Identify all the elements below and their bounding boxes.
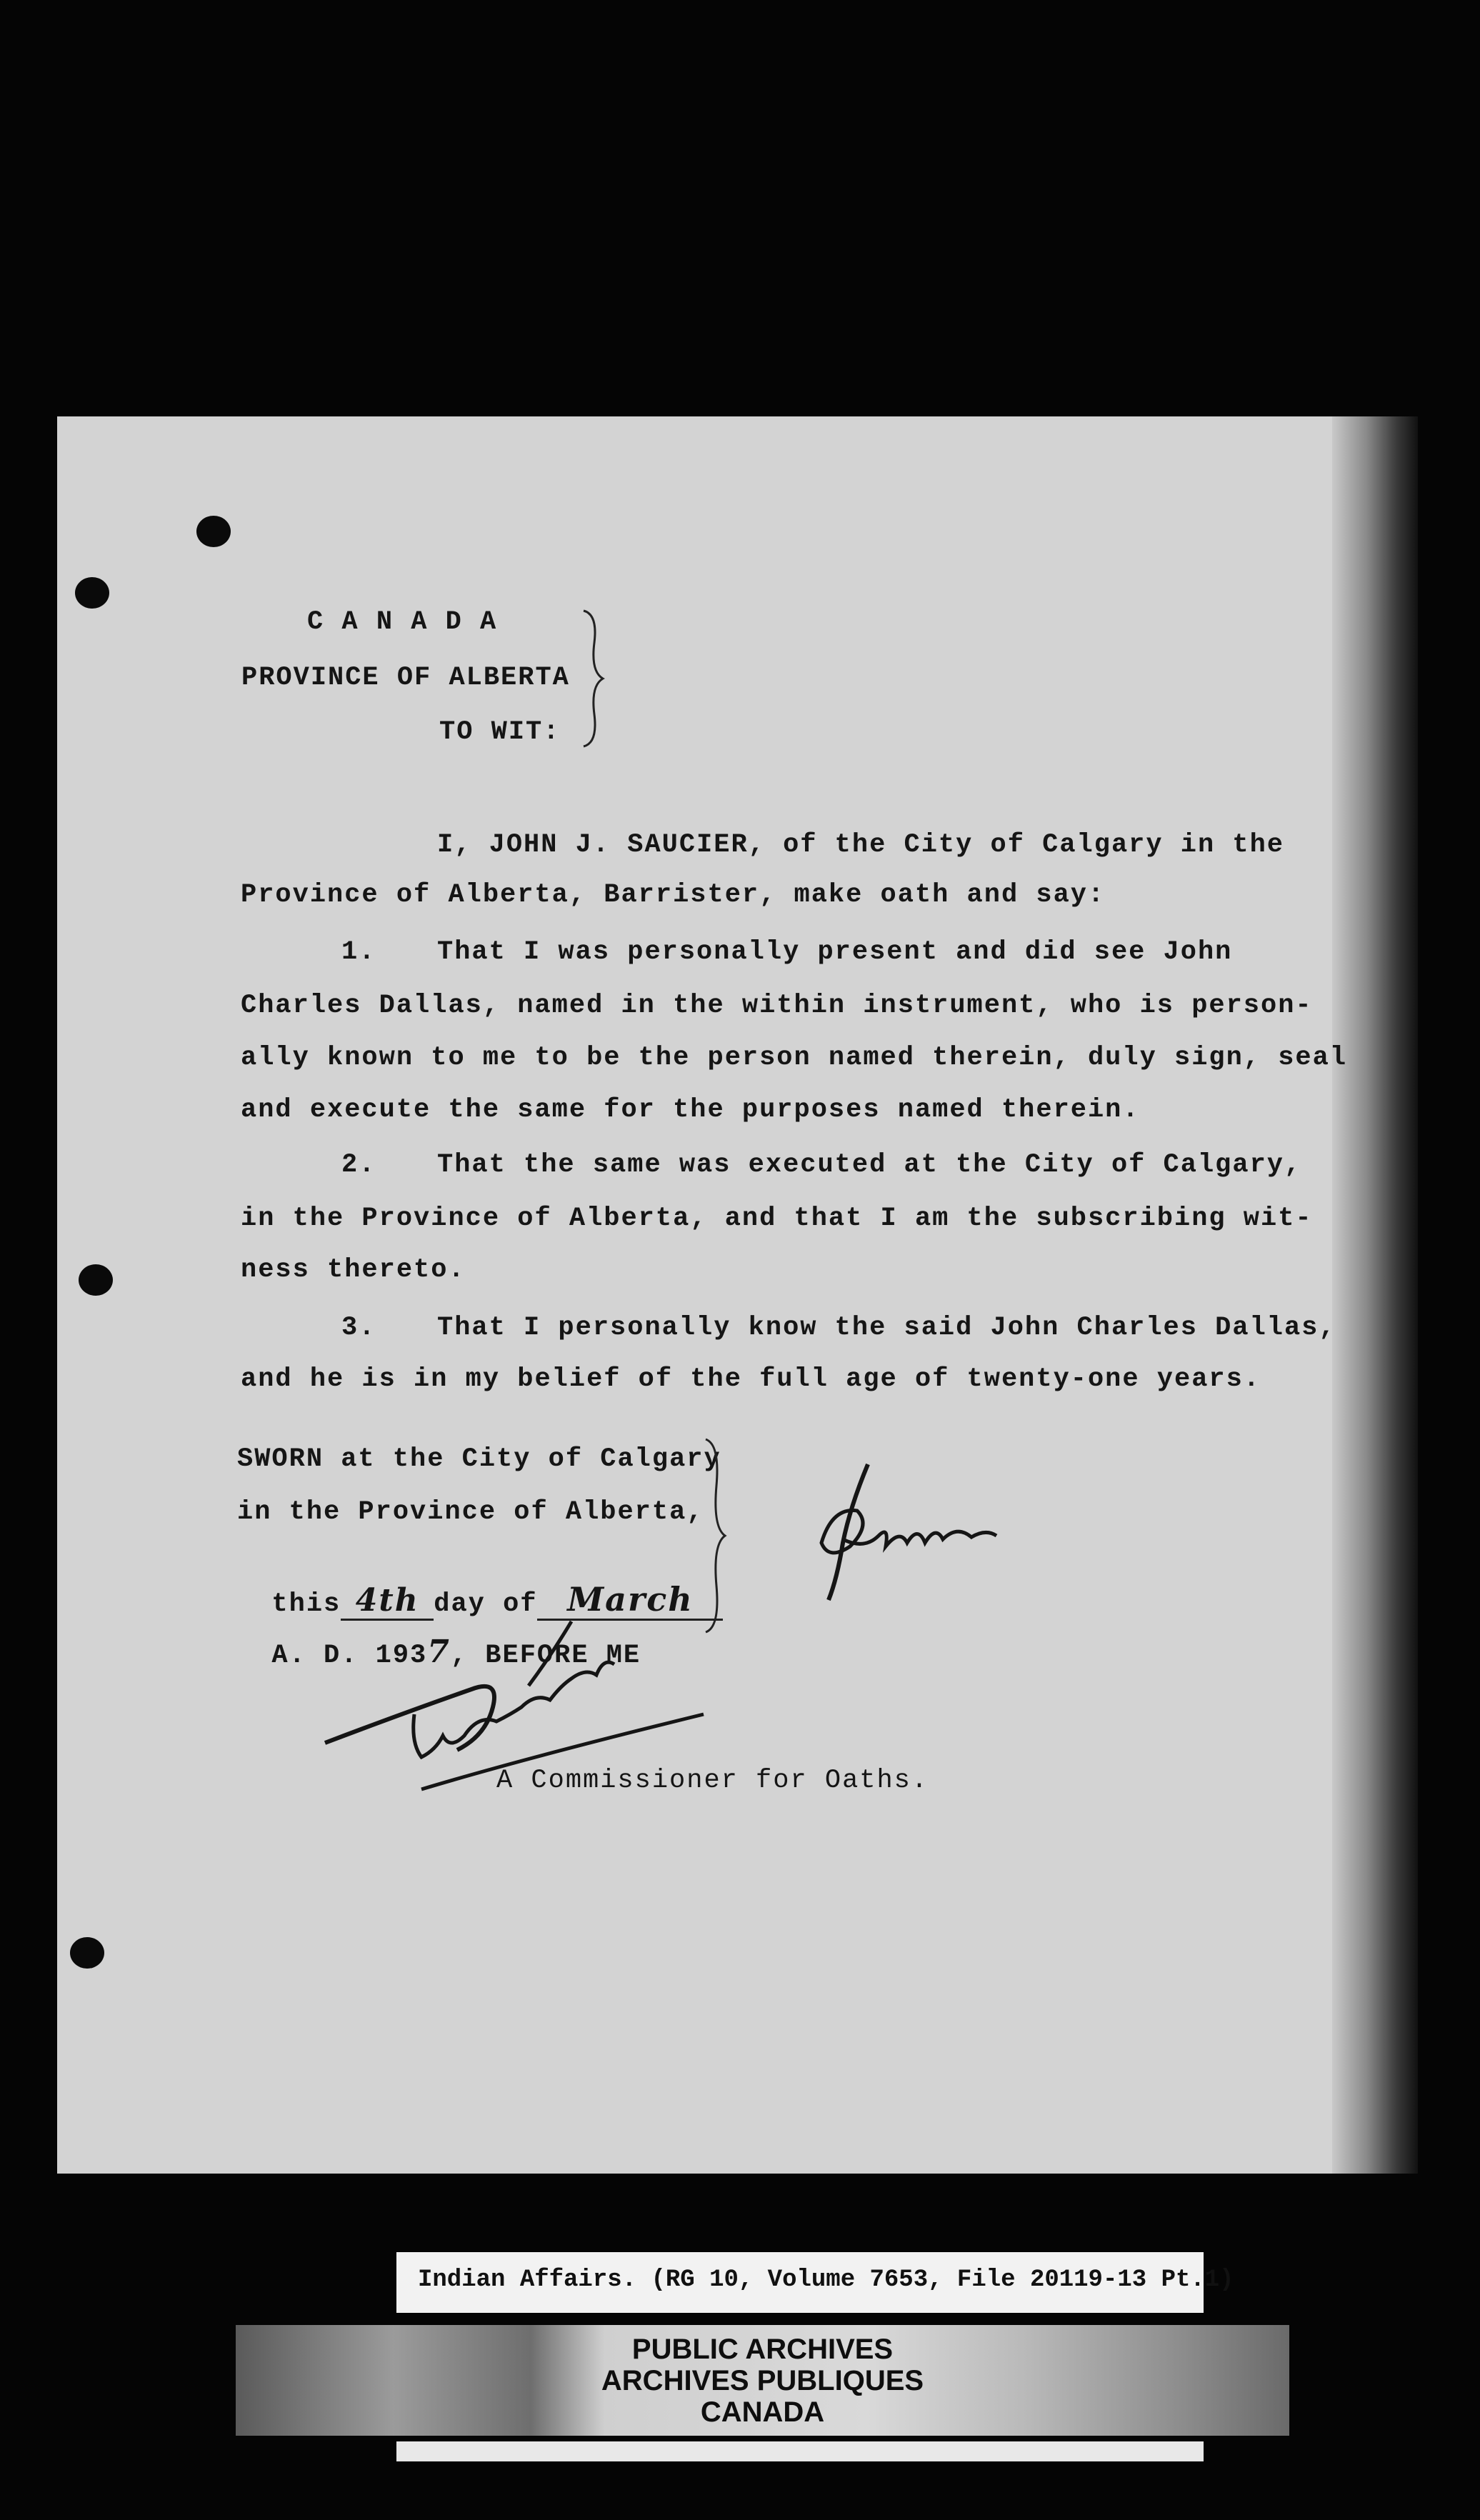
deponent-signature — [800, 1457, 1014, 1618]
stamp-line-1: PUBLIC ARCHIVES — [631, 2334, 894, 2365]
para2-number: 2. — [341, 1150, 376, 1180]
jurat-day-of-label: day of — [434, 1589, 538, 1619]
punch-hole — [196, 516, 231, 547]
jurat-day-handwritten: 4th — [341, 1582, 434, 1621]
punch-hole — [79, 1264, 113, 1296]
para1-line-3: ally known to me to be the person named therein, duly sign, seal — [241, 1043, 1348, 1073]
heading-canada: C A N A D A — [307, 607, 498, 637]
para2-line-2: in the Province of Alberta, and that I am the subscribing wit- — [241, 1204, 1313, 1234]
jurat-month-handwritten: March — [537, 1580, 723, 1621]
heading-province: PROVINCE OF ALBERTA — [241, 663, 570, 693]
archive-reference: Indian Affairs. (RG 10, Volume 7653, File 20119-13 Pt.1) — [418, 2266, 1234, 2294]
archive-bottom-bar — [396, 2441, 1204, 2461]
intro-line-2: Province of Alberta, Barrister, make oath and say: — [241, 880, 1106, 910]
para3-line-2: and he is in my belief of the full age of twenty-one years. — [241, 1364, 1261, 1394]
jurat-line-2: in the Province of Alberta, — [237, 1497, 704, 1527]
para2-line-3: ness thereto. — [241, 1255, 466, 1285]
para1-line-1: That I was personally present and did see John — [437, 937, 1233, 967]
jurat-this-label: this — [271, 1589, 341, 1619]
page-edge-shadow — [1332, 416, 1418, 2174]
jurat-year-handwritten: 7 — [427, 1634, 451, 1670]
commissioner-title: A Commissioner for Oaths. — [496, 1766, 929, 1796]
archive-stamp — [236, 2325, 1289, 2436]
heading-brace — [580, 607, 609, 753]
punch-hole — [70, 1937, 104, 1969]
para2-line-1: That the same was executed at the City of Calgary, — [437, 1150, 1302, 1180]
archive-reference-strip — [396, 2252, 1234, 2313]
para1-number: 1. — [341, 937, 376, 967]
jurat-before-me: , BEFORE ME — [450, 1641, 641, 1671]
para1-line-4: and execute the same for the purposes named therein. — [241, 1095, 1140, 1125]
punch-hole — [75, 577, 109, 609]
intro-line-1: I, JOHN J. SAUCIER, of the City of Calgary in the — [437, 830, 1284, 860]
heading-to-wit: TO WIT: — [439, 717, 561, 747]
stamp-line-3: CANADA — [700, 2396, 825, 2428]
jurat-line-1: SWORN at the City of Calgary — [237, 1444, 721, 1474]
stamp-line-2: ARCHIVES PUBLIQUES — [601, 2365, 924, 2396]
para1-line-2: Charles Dallas, named in the within instrument, who is person- — [241, 991, 1313, 1021]
jurat-ad-label: A. D. 193 — [271, 1641, 428, 1671]
para3-line-1: That I personally know the said John Charles Dallas, — [437, 1313, 1336, 1343]
para3-number: 3. — [341, 1313, 376, 1343]
